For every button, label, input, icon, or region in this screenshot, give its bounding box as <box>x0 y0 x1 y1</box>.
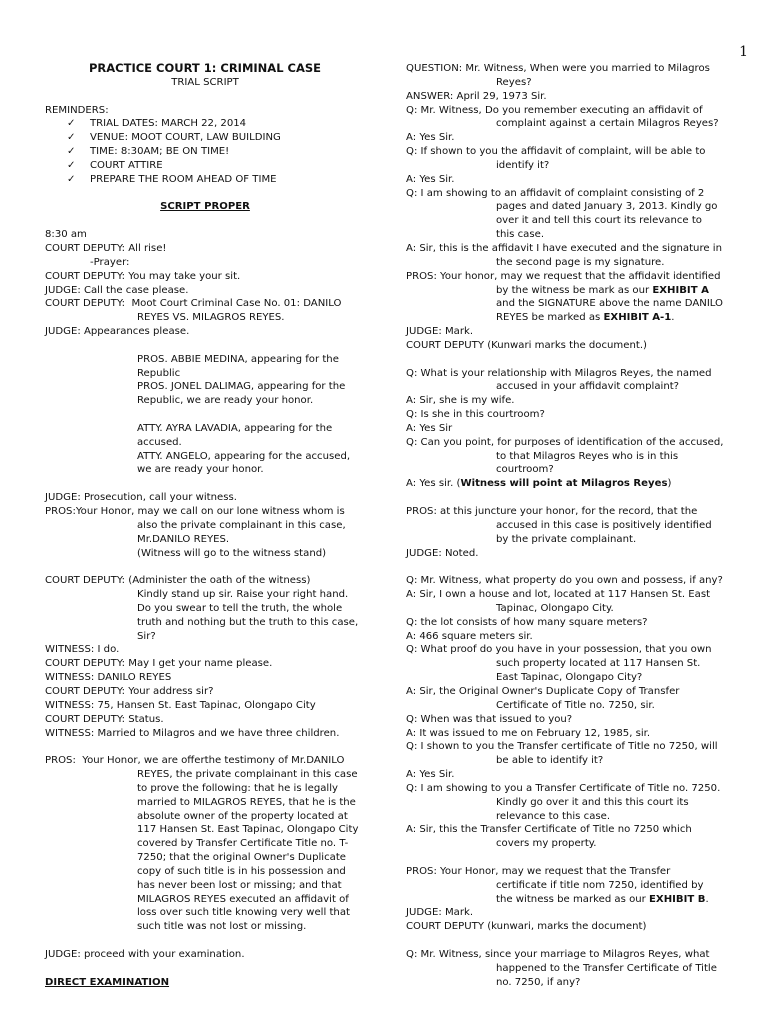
script-line: Q: What is your relationship with Milagros Reyes, the named <box>406 367 712 379</box>
script-line: no. 7250, if any? <box>496 976 581 988</box>
script-line: PROS: Your Honor, we are offerthe testimony of Mr.DANILO <box>45 755 345 767</box>
page-number: 1 <box>739 44 748 60</box>
script-line: and the SIGNATURE above the name DANILO <box>496 298 724 310</box>
check-icon: ✓ <box>67 132 76 144</box>
script-line: A: Sir, I own a house and lot, located at 117 Hansen St. East <box>406 589 711 601</box>
script-line: Reyes? <box>496 76 532 88</box>
script-line: Q: Can you point, for purposes of identification of the accused, <box>406 436 724 448</box>
script-line: has never been lost or missing; and that <box>137 879 342 891</box>
script-line: WITNESS: 75, Hansen St. East Tapinac, Olongapo City <box>45 699 316 711</box>
script-line: REYES be marked as EXHIBIT A-1. <box>496 312 675 324</box>
script-line: Q: Mr. Witness, since your marriage to Milagros Reyes, what <box>406 949 710 960</box>
script-line: courtroom? <box>496 464 554 476</box>
left-column <box>45 62 370 990</box>
script-line: COURT DEPUTY (kunwari, marks the document) <box>406 921 647 933</box>
script-line: Q: I shown to you the Transfer certificate of Title no 7250, will <box>406 741 718 753</box>
script-line: Kindly go over it and this this court its <box>496 796 689 808</box>
script-line: also the private complainant in this case, <box>137 519 346 531</box>
exhibit-b-label: EXHIBIT B <box>649 893 706 905</box>
script-line: COURT DEPUTY: (Administer the oath of the witness) <box>45 575 311 587</box>
reminders-label: REMINDERS: <box>45 104 109 116</box>
check-icon: ✓ <box>67 146 76 158</box>
script-line: A: Yes sir. (Witness will point at Milagros Reyes) <box>406 478 672 490</box>
script-line: 8:30 am <box>45 229 87 241</box>
script-line: JUDGE: Noted. <box>406 547 479 559</box>
script-line: A: Sir, the Original Owner's Duplicate Copy of Transfer <box>406 685 680 697</box>
script-line: covers my property. <box>496 838 597 850</box>
reminder-item: ✓ TRIAL DATES: MARCH 22, 2014 <box>67 118 247 130</box>
script-line: MILAGROS REYES executed an affidavit of <box>137 893 349 905</box>
script-line: Tapinac, Olongapo City. <box>496 602 614 614</box>
script-line: PROS: at this juncture your honor, for the record, that the <box>406 506 698 517</box>
script-line: COURT DEPUTY: You may take your sit. <box>45 270 241 282</box>
script-line: Q: Is she in this courtroom? <box>406 409 545 421</box>
reminder-item: ✓ PREPARE THE ROOM AHEAD OF TIME <box>67 173 277 185</box>
script-line: such property located at 117 Hansen St. <box>496 658 701 670</box>
script-line: absolute owner of the property located at <box>137 810 348 822</box>
script-line: Q: I am showing to you a Transfer Certificate of Title no. 7250. <box>406 782 721 794</box>
script-line: the witness be marked as our EXHIBIT B. <box>496 893 709 905</box>
script-line: Q: What proof do you have in your possession, that you own <box>406 644 712 656</box>
script-line: pages and dated January 3, 2013. Kindly go <box>496 201 718 213</box>
script-line: PROS: Your honor, may we request that the affidavit identified <box>406 270 721 282</box>
script-line: loss over such title knowing very well that <box>137 907 350 919</box>
script-line: relevance to this case. <box>496 810 611 822</box>
script-line: to that Milagros Reyes who is in this <box>496 450 679 462</box>
script-line: PROS. ABBIE MEDINA, appearing for the <box>137 353 339 365</box>
script-line: 7250; that the original Owner's Duplicate <box>137 852 347 864</box>
script-line: ATTY. ANGELO, appearing for the accused, <box>137 450 351 462</box>
script-line: Republic, we are ready your honor. <box>137 395 314 407</box>
check-icon: ✓ <box>67 118 76 130</box>
script-line: JUDGE: Appearances please. <box>45 326 190 338</box>
script-line: A: Sir, this is the affidavit I have executed and the signature in <box>406 242 722 254</box>
script-line: COURT DEPUTY: Status. <box>45 713 164 725</box>
script-proper-heading: SCRIPT PROPER <box>160 201 250 213</box>
script-line: A: It was issued to me on February 12, 1985, sir. <box>406 727 651 739</box>
script-line: copy of such title is in his possession and <box>137 865 346 877</box>
script-line: Kindly stand up sir. Raise your right hand. <box>137 589 349 601</box>
script-line: -Prayer: <box>90 256 130 268</box>
script-line: Mr.DANILO REYES. <box>137 533 230 545</box>
script-line: Q: Mr. Witness, what property do you own and possess, if any? <box>406 575 723 587</box>
script-line: by the private complainant. <box>496 533 637 545</box>
script-line: the second page is my signature. <box>496 256 665 268</box>
script-line: COURT DEPUTY: Moot Court Criminal Case No. 01: DANILO <box>45 298 342 310</box>
script-line: by the witness be mark as our EXHIBIT A <box>496 284 709 296</box>
script-line: certificate if title nom 7250, identified by <box>496 879 704 891</box>
script-line: 117 Hansen St. East Tapinac, Olongapo City <box>137 824 359 836</box>
script-line: COURT DEPUTY (Kunwari marks the document.) <box>406 339 647 351</box>
direct-examination-heading: DIRECT EXAMINATION <box>45 976 170 988</box>
script-line: such title was not lost or missing. <box>137 921 307 933</box>
script-line: PROS:Your Honor, may we call on our lone witness whom is <box>45 506 345 517</box>
script-line: we are ready your honor. <box>137 464 264 476</box>
script-line: PROS. JONEL DALIMAG, appearing for the <box>137 381 346 393</box>
script-line: JUDGE: proceed with your examination. <box>45 949 245 960</box>
script-line: accused in this case is positively identified <box>496 519 712 531</box>
script-line: COURT DEPUTY: Your address sir? <box>45 685 214 697</box>
script-line: ATTY. AYRA LAVADIA, appearing for the <box>137 422 333 434</box>
script-line: JUDGE: Mark. <box>406 326 474 338</box>
script-line: A: Yes Sir. <box>406 769 455 781</box>
script-line: Do you swear to tell the truth, the whole <box>137 602 343 614</box>
script-line: A: Yes Sir <box>406 422 453 434</box>
script-line: PROS: Your Honor, may we request that the Transfer <box>406 865 671 877</box>
script-line: Q: Mr. Witness, Do you remember executing an affidavit of <box>406 104 703 116</box>
check-icon: ✓ <box>67 173 76 185</box>
script-line: to prove the following: that he is legally <box>137 782 338 794</box>
script-line: Certificate of Title no. 7250, sir. <box>496 699 655 711</box>
script-line: COURT DEPUTY: May I get your name please. <box>45 658 273 670</box>
script-line: Q: When was that issued to you? <box>406 713 573 725</box>
script-line: (Witness will go to the witness stand) <box>137 547 327 559</box>
document-title: PRACTICE COURT 1: CRIMINAL CASE <box>88 61 322 75</box>
stage-direction: Witness will point at Milagros Reyes <box>460 478 668 490</box>
script-line: covered by Transfer Certificate Title no. T- <box>137 838 349 850</box>
script-line: A: 466 square meters sir. <box>406 630 533 642</box>
script-line: over it and tell this court its relevance to <box>496 215 702 227</box>
script-line: A: Yes Sir. <box>406 173 455 185</box>
script-line: East Tapinac, Olongapo City? <box>496 672 643 684</box>
script-line: Q: I am showing to an affidavit of complaint consisting of 2 <box>406 187 705 199</box>
script-line: JUDGE: Prosecution, call your witness. <box>45 492 237 504</box>
script-line: JUDGE: Call the case please. <box>45 284 189 296</box>
script-line: ANSWER: April 29, 1973 Sir. <box>406 90 547 102</box>
script-line: Republic <box>137 367 181 379</box>
script-line: Q: the lot consists of how many square meters? <box>406 616 648 628</box>
script-line: WITNESS: Married to Milagros and we have three children. <box>45 727 340 739</box>
script-line: identify it? <box>496 159 550 171</box>
script-line: A: Sir, she is my wife. <box>406 395 515 407</box>
script-line: REYES, the private complainant in this case <box>137 769 358 781</box>
script-line: COURT DEPUTY: All rise! <box>45 242 167 254</box>
script-line: complaint against a certain Milagros Reyes? <box>496 118 719 130</box>
script-line: accused in your affidavit complaint? <box>496 381 680 393</box>
script-line: A: Sir, this the Transfer Certificate of Title no 7250 which <box>406 824 692 836</box>
script-line: A: Yes Sir. <box>406 132 455 144</box>
reminder-item: ✓ VENUE: MOOT COURT, LAW BUILDING <box>67 132 281 144</box>
reminder-item: ✓ COURT ATTIRE <box>67 159 163 171</box>
document-subtitle: TRIAL SCRIPT <box>171 76 239 88</box>
script-line: JUDGE: Mark. <box>406 907 474 919</box>
exhibit-a1-label: EXHIBIT A-1 <box>603 312 672 324</box>
script-line: Sir? <box>137 630 156 642</box>
script-line: this case. <box>496 229 545 241</box>
reminder-item: ✓ TIME: 8:30AM; BE ON TIME! <box>67 146 230 158</box>
script-line: be able to identify it? <box>496 755 604 767</box>
script-line: WITNESS: DANILO REYES <box>45 672 172 684</box>
script-line: REYES VS. MILAGROS REYES. <box>137 312 285 324</box>
script-line: happened to the Transfer Certificate of Title <box>496 962 717 974</box>
exhibit-a-label: EXHIBIT A <box>652 284 709 296</box>
script-line: Q: If shown to you the affidavit of complaint, will be able to <box>406 146 706 158</box>
right-column <box>406 62 746 990</box>
script-line: married to MILAGROS REYES, that he is the <box>137 796 356 808</box>
script-line: truth and nothing but the truth to this case, <box>137 616 359 628</box>
script-line: WITNESS: I do. <box>45 644 120 656</box>
script-line: accused. <box>137 436 182 448</box>
check-icon: ✓ <box>67 159 76 171</box>
script-line: QUESTION: Mr. Witness, When were you married to Milagros <box>406 63 710 74</box>
